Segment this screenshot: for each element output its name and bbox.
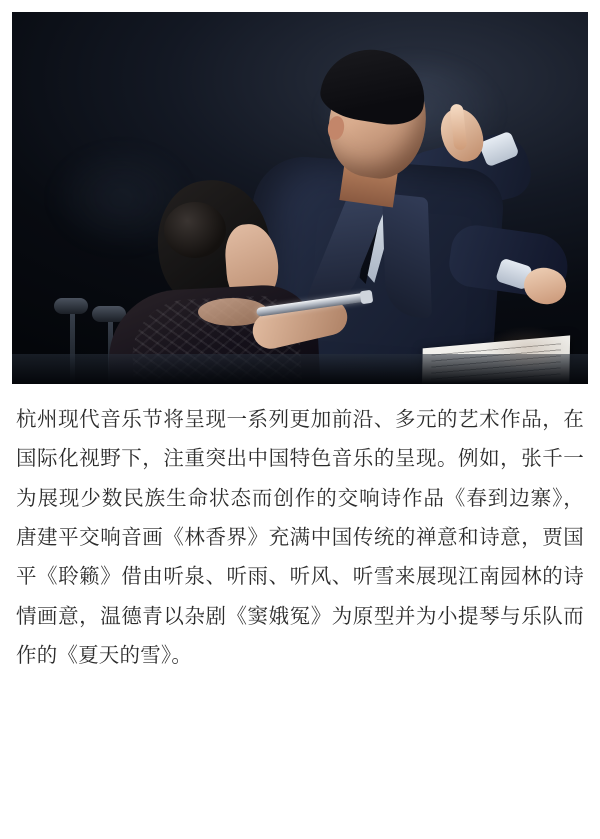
flutist-hair-bun (164, 202, 226, 258)
article-image (12, 12, 588, 384)
article-paragraph: 杭州现代音乐节将呈现一系列更加前沿、多元的艺术作品，在国际化视野下，注重突出中国特色音乐的呈现。例如，张千一为展现少数民族生命状态而创作的交响诗作品《春到边寨》，唐建平交响音画《林香界》充满中国传统的禅意和诗意，贾国平《聆籁》借由听泉、听雨、听风、听雪来展现江南园林的诗情画意，温德青以杂剧《窦娥冤》为原型并为小提琴与乐队而作的《夏天的雪》。 (16, 407, 584, 668)
stage-photo (12, 12, 588, 384)
microphone-head-left (54, 298, 88, 314)
conductor-lapel-right (382, 193, 432, 319)
stage-glow-right (468, 318, 588, 378)
